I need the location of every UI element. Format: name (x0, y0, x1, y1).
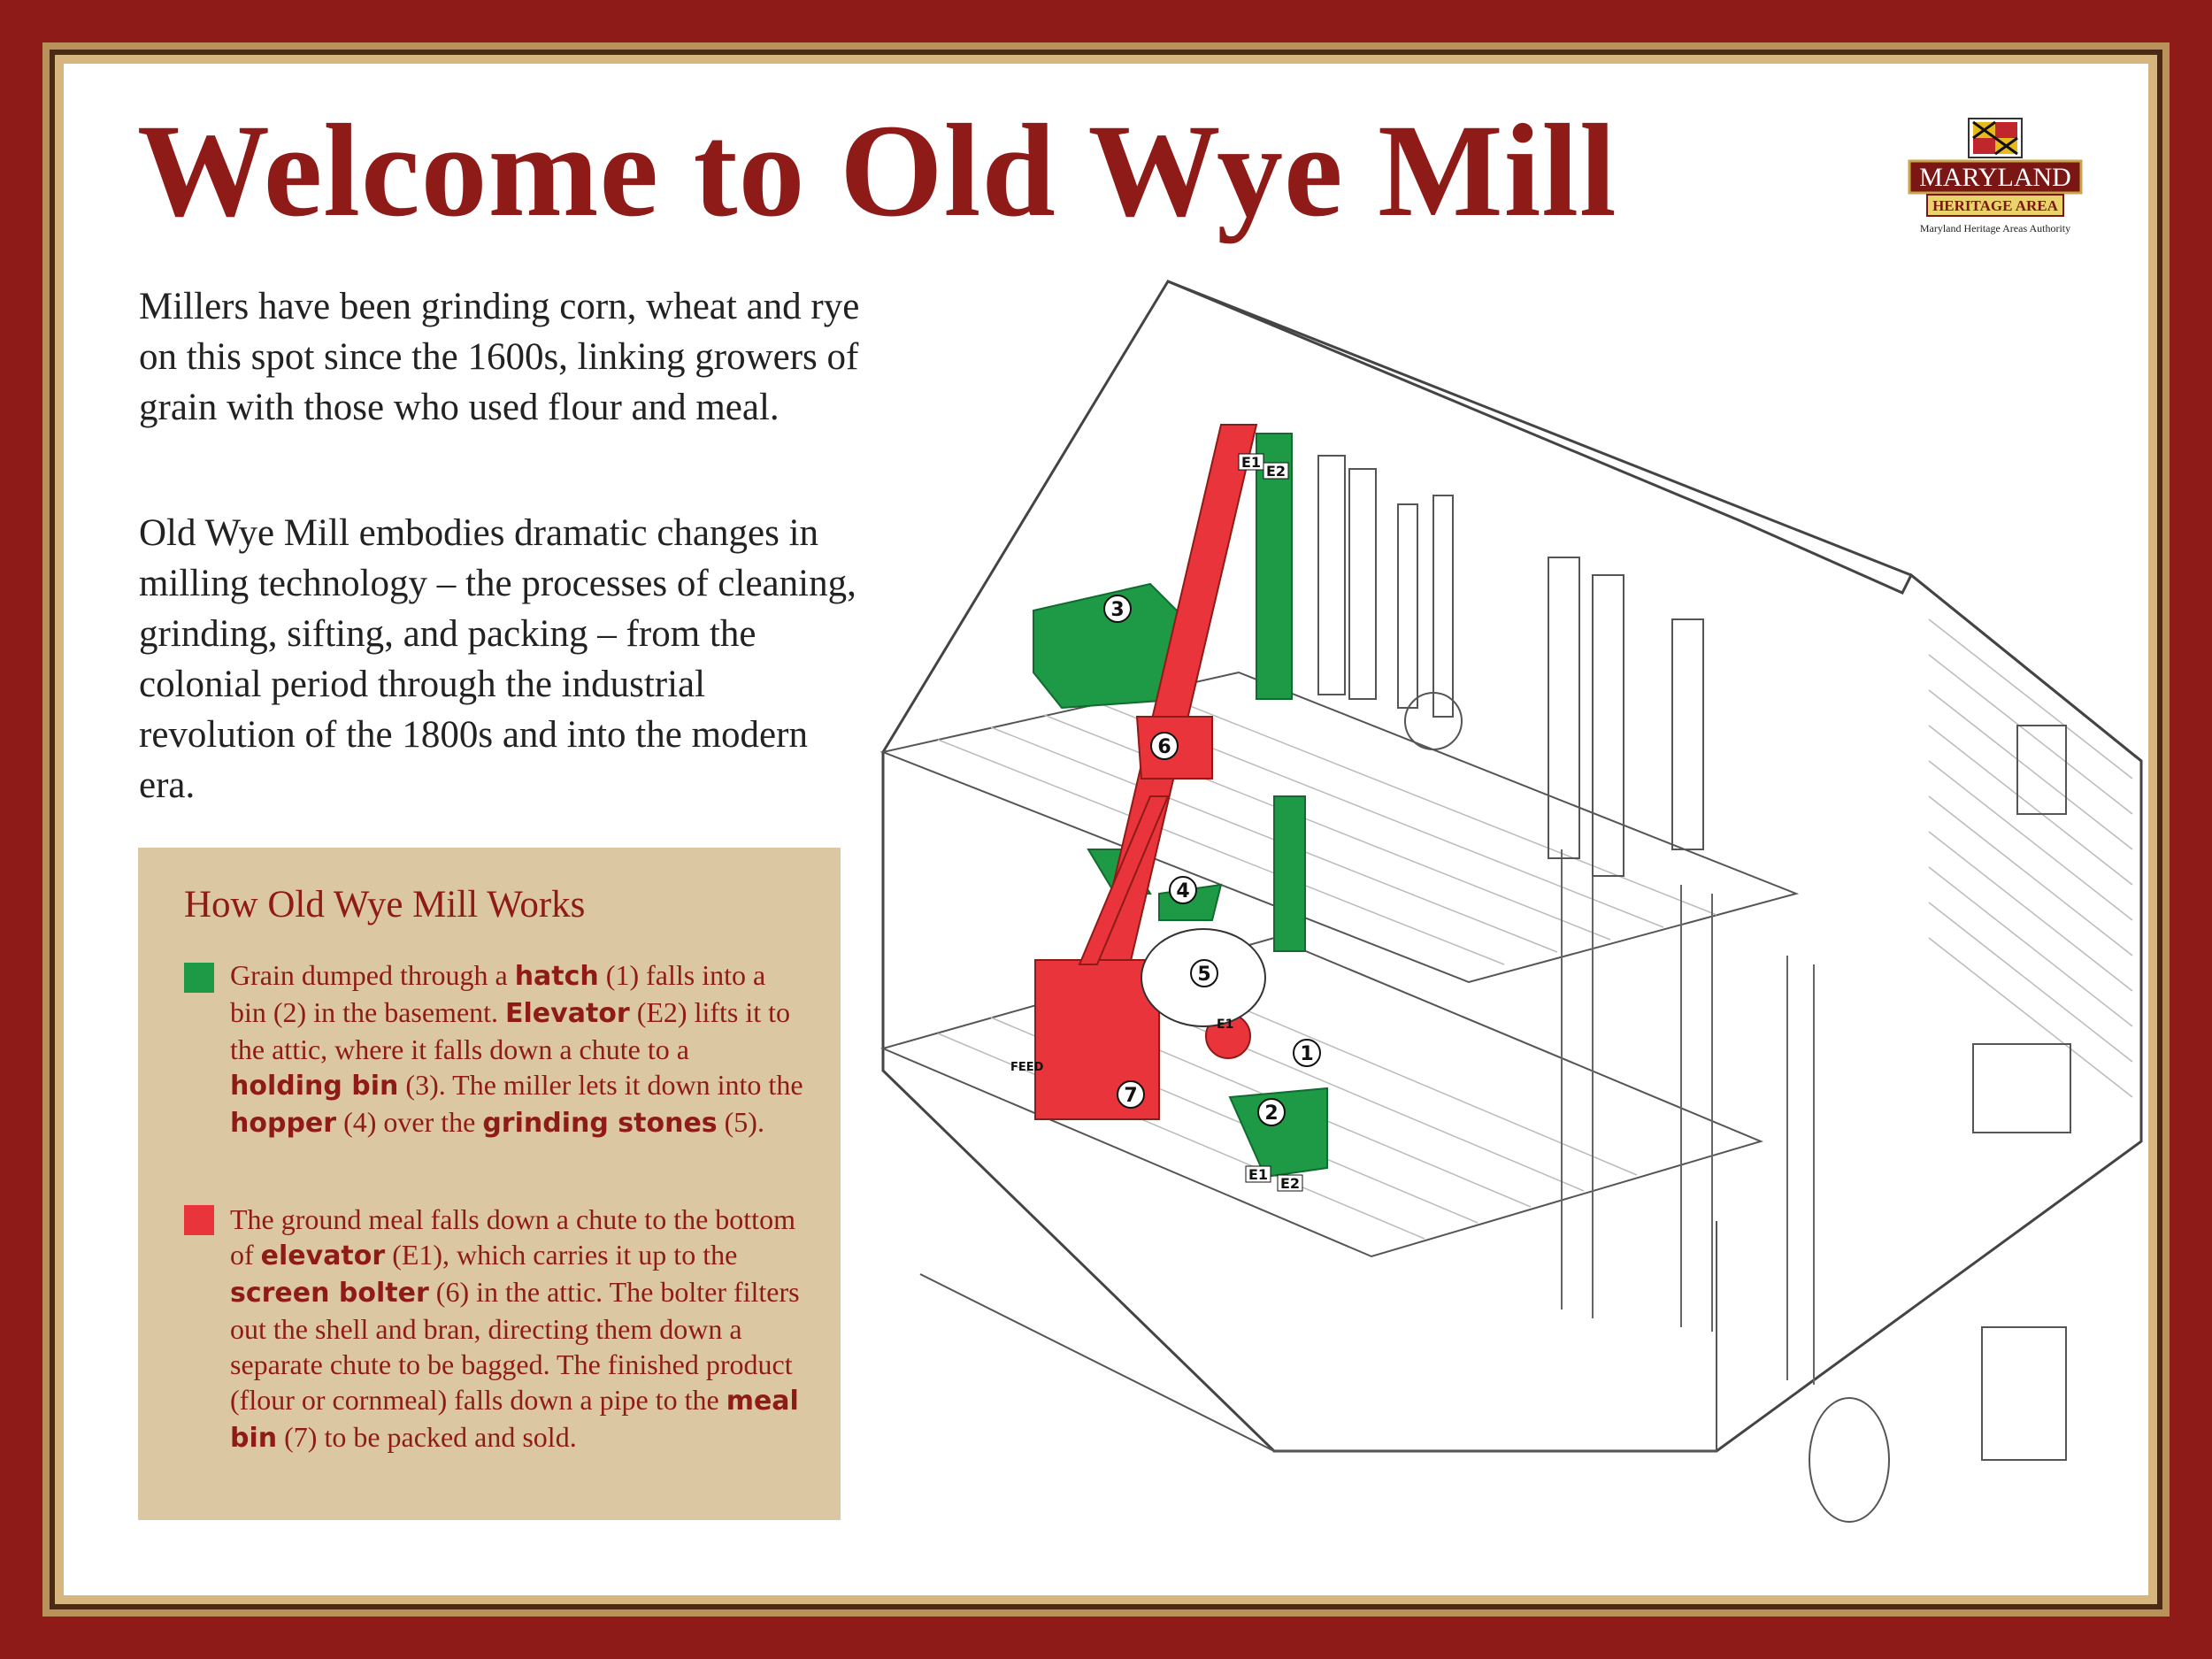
tag-e1-bottom: E1 (1248, 1166, 1269, 1183)
label-6: 6 (1157, 736, 1171, 758)
tag-e2-top: E2 (1266, 463, 1286, 480)
attic-floor (883, 672, 1796, 982)
step-text: (6) in the attic. The bolter filters out the shell and bran, directing them down a separate chute to be bagged. The finished product (flour or cornmeal) falls down a pipe to the (230, 1276, 800, 1416)
step-text: (4) over the (336, 1106, 483, 1138)
tag-e1-top: E1 (1241, 454, 1262, 471)
term-elevator: Elevator (505, 998, 630, 1029)
window-lower (1973, 1044, 2070, 1133)
side-wall (1911, 575, 2141, 1141)
basement-floor (920, 1221, 1717, 1451)
logo-line-1: MARYLAND (1919, 163, 2071, 192)
step-text: (5). (717, 1106, 764, 1138)
green-legend-swatch (184, 963, 214, 993)
intro-paragraph-2: Old Wye Mill embodies dramatic changes in milling technology – the processes of cleaning, grinding, sifting, and packing – from the colonial period through the industrial revolution of the 1800s and into the modern era. (139, 512, 856, 806)
step-text: (3). The miller lets it down into the (398, 1069, 803, 1101)
step-text: (1) falls into a bin (2) in the basement. (230, 959, 766, 1028)
elevator-e2-lower (1274, 796, 1305, 951)
mill-cutaway-diagram (867, 265, 2159, 1557)
structural-posts (1562, 849, 1814, 1385)
term-hopper: hopper (230, 1108, 337, 1139)
step-text: Grain dumped through a (230, 959, 515, 991)
step-text: (E1), which carries it up to the (385, 1239, 738, 1271)
flag-quadrant (1995, 122, 2017, 138)
building-outline (883, 281, 2141, 1451)
logo-tagline: Maryland Heritage Areas Authority (1919, 222, 2071, 234)
label-5: 5 (1197, 964, 1211, 986)
logo-line-2: HERITAGE AREA (1932, 197, 2058, 214)
flag-quadrant (1973, 138, 1995, 154)
tag-e2-bottom: E2 (1280, 1175, 1301, 1192)
intro-paragraph-1: Millers have been grinding corn, wheat and rye on this spot since the 1600s, linking growers of grain with those who used flour and meal. (139, 286, 860, 428)
page-title: Welcome to Old Wye Mill (137, 97, 1617, 244)
label-4: 4 (1176, 880, 1190, 902)
term-screen-bolter: screen bolter (230, 1278, 429, 1309)
term-hatch: hatch (514, 961, 599, 992)
label-7: 7 (1124, 1085, 1138, 1107)
feed-sign: FEED (1010, 1061, 1044, 1074)
millstone (1809, 1398, 1889, 1522)
term-meal-bin: meal bin (230, 1386, 799, 1454)
basement-door (1982, 1327, 2066, 1460)
step-text: (7) to be packed and sold. (277, 1421, 577, 1453)
step-green-text (230, 957, 805, 1141)
wall-siding (1929, 619, 2132, 1097)
label-2: 2 (1264, 1102, 1279, 1125)
step-red-text (230, 1202, 805, 1456)
tag-e1-mid: E1 (1217, 1018, 1234, 1032)
term-elevator: elevator (260, 1240, 386, 1271)
how-it-works-box (138, 848, 841, 1520)
step-text: (E2) lifts it to the attic, where it falls down a chute to a (230, 996, 791, 1065)
label-3: 3 (1110, 599, 1125, 621)
step-text: The ground meal falls down a chute to the bottom of (230, 1203, 795, 1271)
red-legend-swatch (184, 1205, 214, 1235)
maryland-heritage-logo (1902, 115, 2088, 239)
label-1: 1 (1300, 1043, 1314, 1065)
term-grinding-stones: grinding stones (482, 1108, 718, 1139)
term-holding-bin: holding bin (230, 1071, 399, 1102)
how-it-works-heading: How Old Wye Mill Works (184, 884, 586, 926)
